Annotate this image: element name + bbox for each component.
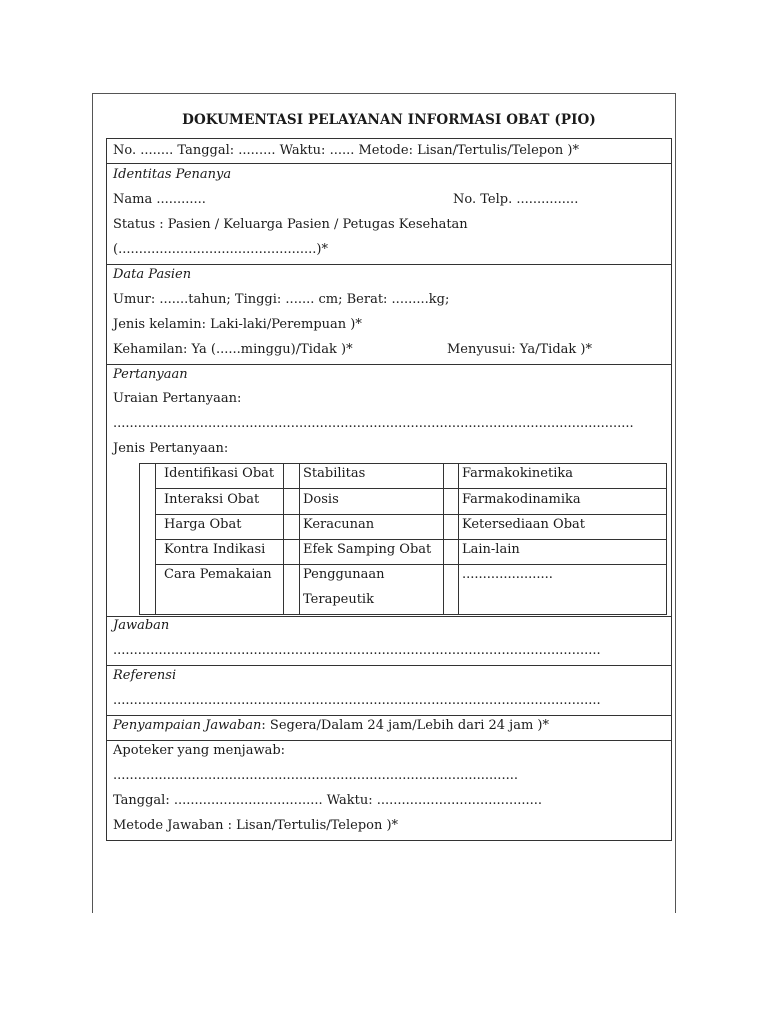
table-cell: Keracunan: [303, 517, 375, 532]
table-cell: Penggunaan: [303, 567, 385, 582]
apoteker-dots: ..................................................................................................: [113, 768, 518, 783]
table-cell: Interaksi Obat: [164, 492, 260, 507]
table-row-line: [155, 488, 667, 489]
nama-field: Nama ............: [113, 192, 206, 207]
table-cell: Farmakokinetika: [462, 466, 573, 481]
table-cell: ......................: [462, 567, 553, 582]
table-cell: Stabilitas: [303, 466, 366, 481]
table-row-line: [155, 564, 667, 565]
jawaban-dots: ......................................................................................................................: [113, 643, 601, 658]
referensi-dots: ......................................................................................................................: [113, 693, 601, 708]
status-other-field: (................................................)*: [113, 242, 328, 257]
question-type-table: [139, 463, 667, 615]
table-cell: Terapeutik: [303, 592, 374, 607]
table-row-line: [155, 539, 667, 540]
divider: [107, 665, 671, 666]
table-cell: Identifikasi Obat: [164, 466, 275, 481]
uraian-label: Uraian Pertanyaan:: [113, 391, 242, 406]
table-row-line: [155, 514, 667, 515]
apoteker-label: Apoteker yang menjawab:: [113, 743, 286, 758]
table-cell: Ketersediaan Obat: [462, 517, 585, 532]
telp-field: No. Telp. ...............: [453, 192, 579, 207]
jenis-label: Jenis Pertanyaan:: [113, 441, 229, 456]
divider: [107, 715, 671, 716]
table-cell: Dosis: [303, 492, 339, 507]
pertanyaan-heading: Pertanyaan: [113, 367, 188, 382]
identitas-heading: Identitas Penanya: [113, 167, 232, 182]
table-cell: Efek Samping Obat: [303, 542, 432, 557]
metode-jawaban-field: Metode Jawaban : Lisan/Tertulis/Telepon )*: [113, 818, 399, 833]
kehamilan-field: Kehamilan: Ya (......minggu)/Tidak )*: [113, 342, 353, 357]
penyampaian-text: : Segera/Dalam 24 jam/Lebih dari 24 jam )*: [261, 718, 549, 733]
divider: [107, 364, 671, 365]
table-cell: Cara Pemakaian: [164, 567, 272, 582]
table-cell: Lain-lain: [462, 542, 520, 557]
penyampaian-label: Penyampaian Jawaban: [113, 718, 262, 733]
divider: [107, 616, 671, 617]
pio-form: [106, 138, 672, 841]
status-field: Status : Pasien / Keluarga Pasien / Petugas Kesehatan: [113, 217, 468, 232]
divider: [107, 163, 671, 164]
jenis-kelamin-field: Jenis kelamin: Laki-laki/Perempuan )*: [113, 317, 362, 332]
table-cell: Kontra Indikasi: [164, 542, 266, 557]
pasien-heading: Data Pasien: [113, 267, 192, 282]
divider: [107, 740, 671, 741]
tanggal-waktu-field: Tanggal: .................................... Waktu: ........................................: [113, 793, 543, 808]
table-cell: Farmakodinamika: [462, 492, 581, 507]
menyusui-field: Menyusui: Ya/Tidak )*: [447, 342, 592, 357]
header-line: No. ........ Tanggal: ......... Waktu: ...... Metode: Lisan/Tertulis/Telepon )*: [113, 143, 580, 158]
uraian-dots: ..............................................................................................................................: [113, 416, 634, 431]
penyampaian-line: [113, 718, 549, 734]
divider: [107, 264, 671, 265]
table-cell: Harga Obat: [164, 517, 242, 532]
form-title: DOKUMENTASI PELAYANAN INFORMASI OBAT (PIO): [182, 112, 596, 128]
umur-field: Umur: .......tahun; Tinggi: ....... cm; Berat: .........kg;: [113, 292, 450, 307]
jawaban-heading: Jawaban: [113, 618, 170, 633]
referensi-heading: Referensi: [113, 668, 177, 683]
